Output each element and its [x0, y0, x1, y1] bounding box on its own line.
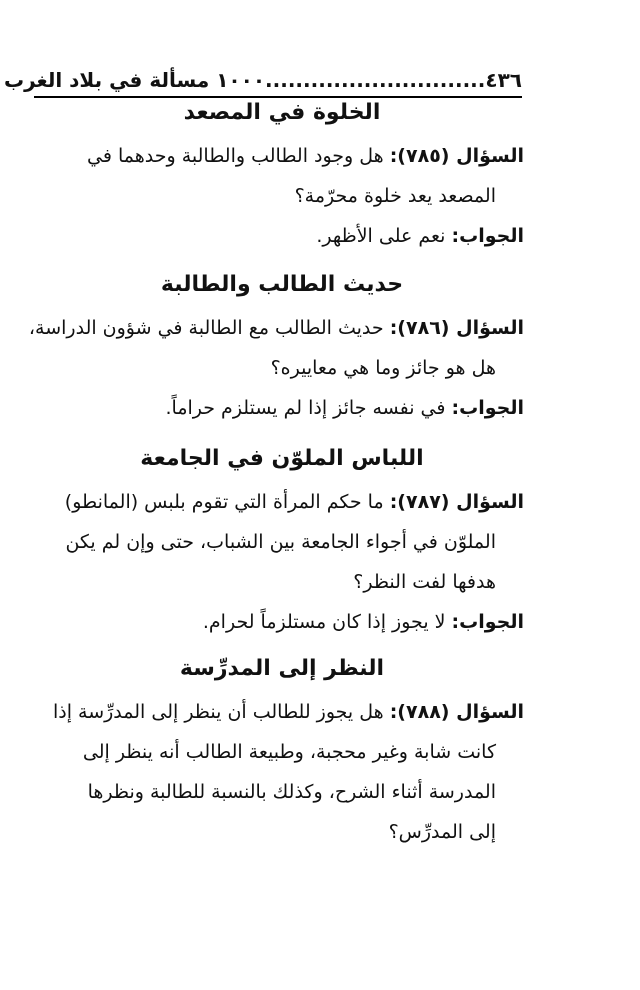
- question-label: السؤال (٧٨٨):: [389, 701, 524, 724]
- question-line: [40, 146, 524, 168]
- question-line: كانت شابة وغير محجبة، وطبيعة الطالب أنه ينظر إلى: [82, 741, 496, 764]
- question-line: هل هو جائز وما هي معاييره؟: [270, 357, 496, 380]
- question-label: السؤال (٧٨٦):: [389, 317, 524, 340]
- book-title-text: ١٠٠٠ مسألة في بلاد الغرب: [3, 68, 266, 92]
- question-line: إلى المدرِّس؟: [388, 820, 496, 843]
- section-title: اللباس الملوّن في الجامعة: [140, 446, 424, 471]
- question-text: هل وجود الطالب والطالبة وحدهما في: [87, 145, 384, 168]
- section-khalwa: [40, 100, 524, 248]
- answer-text: في نفسه جائز إذا لم يستلزم حراماً.: [165, 397, 446, 420]
- answer-label: الجواب:: [451, 397, 524, 420]
- book-title: [4, 68, 485, 92]
- page-number-text: ٤٣٦: [485, 68, 522, 92]
- question-text: حديث الطالب مع الطالبة في شؤون الدراسة،: [28, 317, 384, 340]
- answer-line: [40, 226, 524, 248]
- section-student-talk: [28, 272, 524, 420]
- answer-line: [40, 612, 524, 634]
- section-title: النظر إلى المدرِّسة: [179, 656, 385, 681]
- question-line: المدرسة أثناء الشرح، وكذلك بالنسبة للطالبة ونظرها: [87, 781, 496, 804]
- question-line: هدفها لفت النظر؟: [353, 571, 496, 594]
- question-line: الملوّن في أجواء الجامعة بين الشباب، حتى وإن لم يكن: [65, 531, 496, 554]
- section-title: الخلوة في المصعد: [183, 100, 381, 125]
- question-label: السؤال (٧٨٥):: [389, 145, 524, 168]
- page-number: [485, 68, 522, 92]
- section-colored-clothing: [40, 446, 524, 634]
- answer-text: نعم على الأظهر.: [316, 225, 446, 248]
- question-label: السؤال (٧٨٧):: [389, 491, 524, 514]
- section-title: حديث الطالب والطالبة: [160, 272, 404, 297]
- answer-text: لا يجوز إذا كان مستلزماً لحرام.: [202, 610, 446, 633]
- question-line: [28, 317, 524, 340]
- answer-label: الجواب:: [451, 610, 524, 633]
- question-line: [40, 492, 524, 514]
- running-header: [3, 58, 522, 98]
- answer-line: [40, 398, 524, 420]
- section-looking-at-teacher: [40, 656, 524, 844]
- question-text: هل يجوز للطالب أن ينظر إلى المدرِّسة إذا: [52, 701, 384, 724]
- question-line: [40, 702, 524, 724]
- question-text: ما حكم المرأة التي تقوم بلبس (المانطو): [64, 491, 384, 514]
- answer-label: الجواب:: [451, 225, 524, 248]
- header-dots: .............................: [265, 68, 486, 92]
- question-line: المصعد يعد خلوة محرّمة؟: [294, 185, 496, 208]
